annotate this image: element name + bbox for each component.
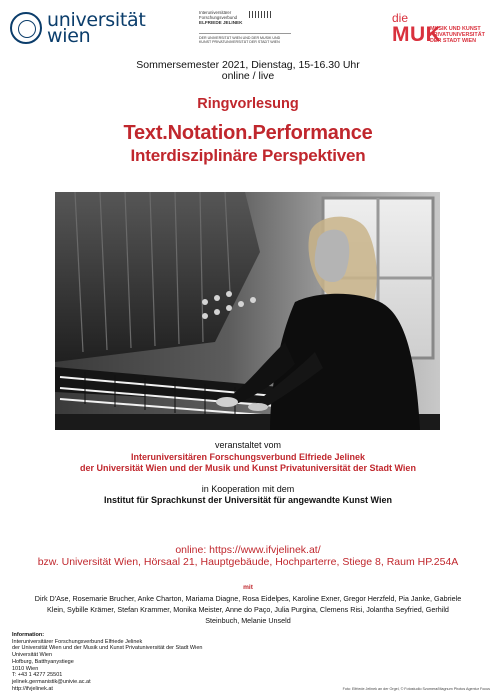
info-line: der Universität Wien und der Musik und Kunst Privatuniversität der Stadt Wien (12, 645, 203, 652)
lecture-subtitle: Interdisziplinäre Perspektiven (130, 146, 366, 165)
information-block (12, 632, 272, 692)
cooperation-partner: Institut für Sprachkunst der Universität für angewandte Kunst Wien (104, 495, 392, 505)
photo-credit: Foto: Elfriede Jelinek an der Orgel, © Fotostudio Szomera/Magnum Photos Agentur Focus (342, 687, 490, 691)
info-line: 1010 Wien (12, 665, 39, 672)
muk-logo (392, 12, 492, 48)
partner-marks-icon (249, 11, 285, 27)
universitaet-wien-logo (10, 9, 146, 48)
info-line: Interuniversitärer Forschungsverbund Elfriede Jelinek (12, 638, 143, 645)
semester-schedule: Sommersemester 2021, Dienstag, 15-16.30 Uhr (136, 59, 360, 71)
organ-player-photo (55, 192, 440, 430)
participants-list: Dirk D'Ase, Rosemarie Brucher, Anke Charton, Mariama Diagne, Rosa Eidelpes, Karoline Exner, Gregor Herzfeld, Pia Janke, Gabriele Klein, Sybille Krämer, Stefan Krammer, Monika Meister, Anne do Paço, Julia Purgina, Clemens Risi, Jolantha Seyfried, Gerhild Steinbuch, Melanie Unseld (34, 594, 462, 625)
muk-wordmark: MUK (392, 23, 442, 46)
lecture-title: Text.Notation.Performance (123, 122, 373, 144)
organizer-universities: der Universität Wien und der Musik und Kunst Privatuniversität der Stadt Wien (80, 463, 416, 473)
ifj-line-1: Interuniversitärer (199, 10, 232, 15)
online-url[interactable]: online: https://www.ifvjelinek.at/ (175, 544, 321, 556)
ifj-divider (199, 33, 291, 34)
ifj-line-2: Forschungsverbund (199, 15, 237, 21)
ifj-logo (199, 10, 291, 54)
muk-die: die (392, 11, 409, 25)
university-seal-icon (10, 12, 42, 44)
organized-by-label: veranstaltet vom (214, 440, 282, 450)
ifj-name: ELFRIEDE JELINEK (199, 20, 243, 26)
info-email[interactable]: jelinek.germanistik@univie.ac.at (12, 678, 91, 685)
cooperation-label: in Kooperation mit dem (201, 484, 295, 494)
participants-label: mit (243, 584, 253, 591)
lecture-mode: online / live (221, 70, 275, 82)
info-line: Hofburg, Batthyanystiege (12, 658, 74, 665)
info-website[interactable]: http://ifvjelinek.at (12, 685, 53, 692)
info-phone: T: +43 1 4277 25501 (12, 672, 63, 679)
university-name: universität wien (47, 9, 146, 47)
venue-address: bzw. Universität Wien, Hörsaal 21, Hauptgebäude, Hochparterre, Stiege 8, Raum HP.254A (37, 556, 459, 568)
info-line: Universität Wien (12, 652, 53, 659)
ifj-description: DER UNIVERSITÄT WIEN UND DER MUSIK UND KUNST PRIVATUNIVERSITÄT DER STADT WIEN (199, 36, 281, 45)
organizer-name: Interuniversitären Forschungsverbund Elfriede Jelinek (130, 452, 366, 462)
muk-full-name: MUSIK UND KUNST PRIVATUNIVERSITÄT DER STADT WIEN (430, 26, 485, 44)
information-heading: Information: (12, 632, 45, 638)
series-label: Ringvorlesung (197, 96, 299, 112)
